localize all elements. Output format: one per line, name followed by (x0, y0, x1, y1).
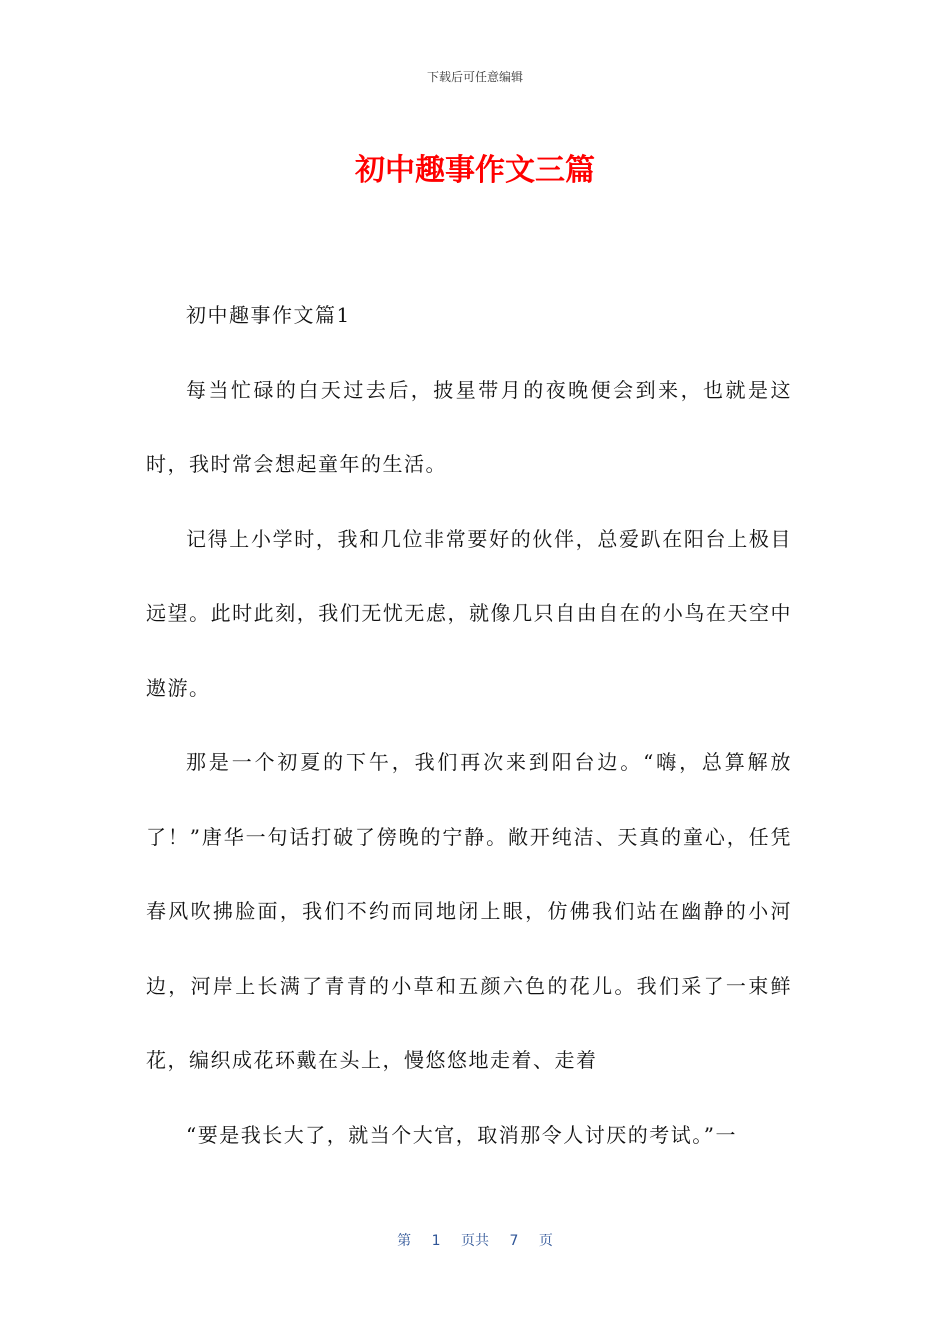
footer-mid: 页共 (461, 1233, 489, 1249)
section-heading: 初中趣事作文篇1 (186, 303, 351, 327)
document-body (146, 278, 792, 1172)
footer-suffix: 页 (538, 1233, 553, 1249)
header-note: 下载后可任意编辑 (426, 70, 523, 84)
paragraph: “要是我长大了，就当个大官，取消那令人讨厌的考试。”一 (186, 1122, 737, 1147)
paragraph: 那是一个初夏的下午，我们再次来到阳台边。“嗨，总算解放了！”唐华一句话打破了傍晚的宁静。敞开纯洁、天真的童心，任凭春风吹拂脸面，我们不约而同地闭上眼，仿佛我们站在幽静的小河边，河岸上长满了青青的小草和五颜六色的花儿。我们采了一束鲜花，编织成花环戴在头上，慢悠悠地走着、走着 (146, 750, 792, 1072)
footer-current-page: 1 (431, 1233, 441, 1249)
document-title: 初中趣事作文三篇 (355, 153, 595, 188)
footer-prefix: 第 (397, 1233, 412, 1249)
footer-total-pages: 7 (509, 1233, 519, 1249)
paragraph: 记得上小学时，我和几位非常要好的伙伴，总爱趴在阳台上极目远望。此时此刻，我们无忧无虑，就像几只自由自在的小鸟在天空中遨游。 (146, 526, 792, 700)
paragraph: 每当忙碌的白天过去后，披星带月的夜晚便会到来，也就是这时，我时常会想起童年的生活。 (146, 377, 792, 476)
page-footer (0, 1230, 950, 1250)
